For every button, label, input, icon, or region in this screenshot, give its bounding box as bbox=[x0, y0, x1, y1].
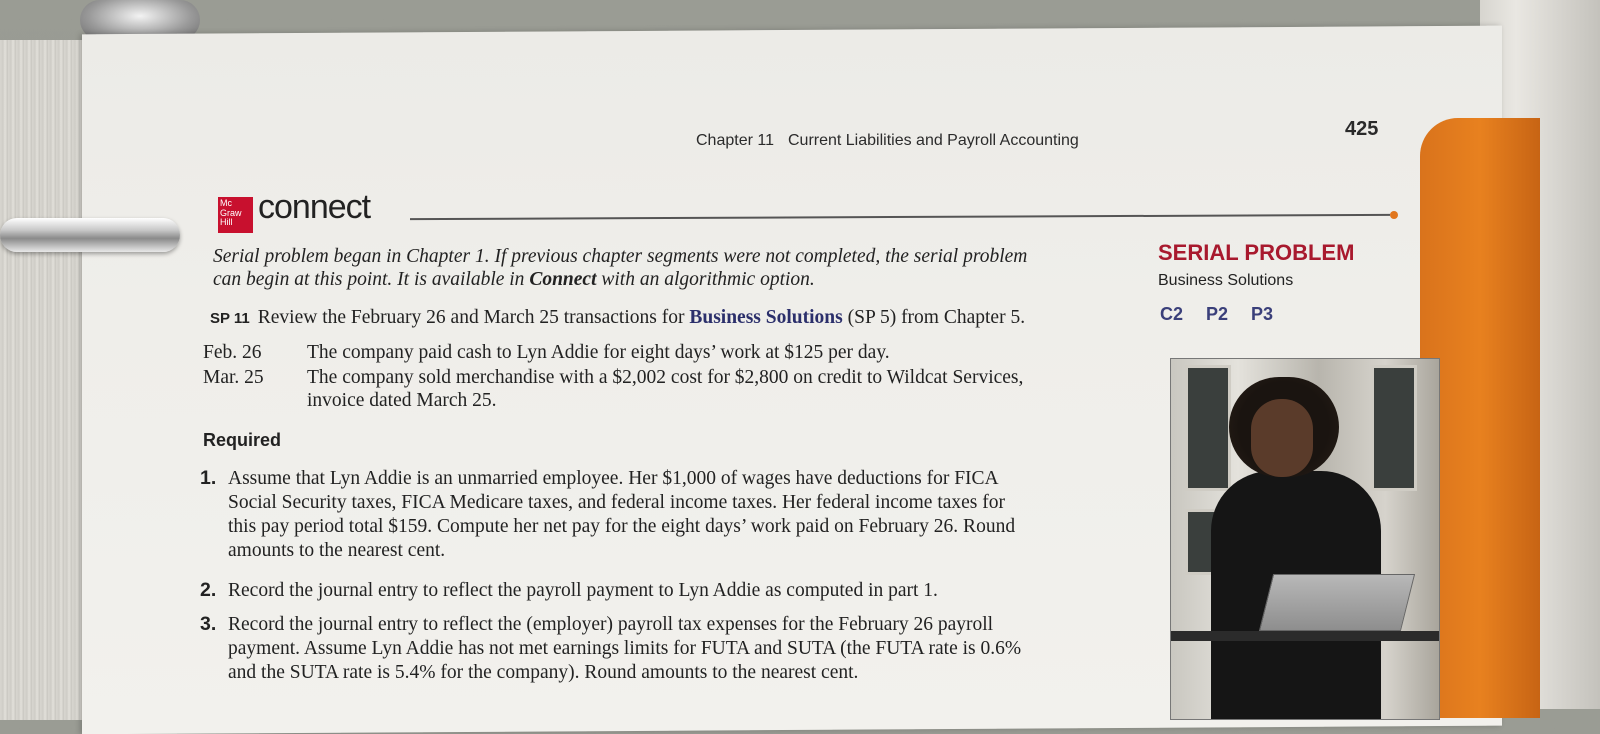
sp-statement bbox=[210, 307, 1170, 329]
logo-line: Mc bbox=[220, 198, 232, 208]
sp-label: SP 11 bbox=[210, 310, 250, 327]
connect-wordmark: connect bbox=[258, 188, 371, 226]
company-name: Business Solutions bbox=[689, 307, 843, 328]
requirement-item bbox=[200, 578, 1155, 603]
requirement-number: 3. bbox=[200, 613, 217, 635]
intro-line-1: Serial problem began in Chapter 1. If previous chapter segments were not completed, the serial problem bbox=[213, 246, 1028, 267]
intro-text: can begin at this point. It is available in bbox=[213, 269, 530, 290]
transaction-text: The company paid cash to Lyn Addie for eight days’ work at $125 per day. bbox=[307, 342, 890, 363]
connect-emphasis: Connect bbox=[529, 269, 597, 290]
requirement-number: 1. bbox=[200, 467, 217, 489]
requirement-line: Record the journal entry to reflect the (employer) payroll tax expenses for the February 26 payroll bbox=[228, 614, 994, 635]
page-number: 425 bbox=[1345, 118, 1379, 140]
building-window bbox=[1185, 365, 1231, 491]
chapter-number: Chapter 11 bbox=[696, 132, 774, 149]
building-window bbox=[1371, 365, 1417, 491]
chapter-title: Current Liabilities and Payroll Accounting bbox=[787, 132, 1079, 149]
sp-text: (SP 5) from Chapter 5. bbox=[842, 307, 1026, 328]
transaction-text: The company sold merchandise with a $2,002 cost for $2,800 on credit to Wildcat Services, bbox=[307, 367, 1024, 388]
requirement-line: Record the journal entry to reflect the payroll payment to Lyn Addie as computed in part 1. bbox=[228, 580, 938, 601]
binder-ring bbox=[0, 218, 180, 252]
serial-problem-subtitle: Business Solutions bbox=[1158, 272, 1294, 289]
serial-intro bbox=[213, 245, 1153, 291]
balcony-rail bbox=[1171, 631, 1439, 641]
transaction-row bbox=[203, 341, 890, 364]
transaction-row bbox=[203, 366, 1023, 412]
laptop-image bbox=[1259, 574, 1415, 631]
businesswoman-photo bbox=[1170, 358, 1440, 720]
person-face bbox=[1251, 399, 1313, 477]
requirement-line: and the SUTA rate is 5.4% for the company). Round amounts to the nearest cent. bbox=[228, 662, 859, 683]
logo-line: Graw bbox=[220, 207, 242, 218]
connect-rule-dot bbox=[1390, 211, 1398, 219]
logo-line: Hill bbox=[220, 217, 233, 227]
requirement-line: Assume that Lyn Addie is an unmarried employee. Her $1,000 of wages have deductions for FICA bbox=[228, 468, 999, 489]
learning-objective-codes: C2 P2 P3 bbox=[1160, 304, 1274, 324]
requirement-line: payment. Assume Lyn Addie has not met earnings limits for FUTA and SUTA (the FUTA rate is 0.6% bbox=[228, 638, 1022, 659]
requirement-line: this pay period total $159. Compute her net pay for the eight days’ work paid on February 26. Round bbox=[228, 516, 1016, 537]
requirement-item bbox=[200, 612, 1155, 685]
requirement-number: 2. bbox=[200, 579, 217, 601]
mcgraw-hill-logo bbox=[218, 197, 253, 233]
serial-problem-heading: SERIAL PROBLEM bbox=[1158, 240, 1355, 265]
running-header bbox=[696, 132, 1079, 150]
intro-text: with an algorithmic option. bbox=[596, 269, 815, 290]
transaction-text-cont: invoice dated March 25. bbox=[307, 390, 497, 411]
transaction-date: Mar. 25 bbox=[203, 367, 264, 388]
requirement-item bbox=[200, 466, 1155, 563]
transaction-date: Feb. 26 bbox=[203, 342, 262, 363]
required-heading: Required bbox=[203, 430, 282, 450]
requirement-line: Social Security taxes, FICA Medicare taxes, and federal income taxes. Her federal income taxes for bbox=[228, 492, 1005, 513]
requirement-line: amounts to the nearest cent. bbox=[228, 540, 446, 561]
sp-text: Review the February 26 and March 25 transactions for bbox=[257, 307, 690, 328]
intro-line-2 bbox=[213, 268, 1153, 291]
